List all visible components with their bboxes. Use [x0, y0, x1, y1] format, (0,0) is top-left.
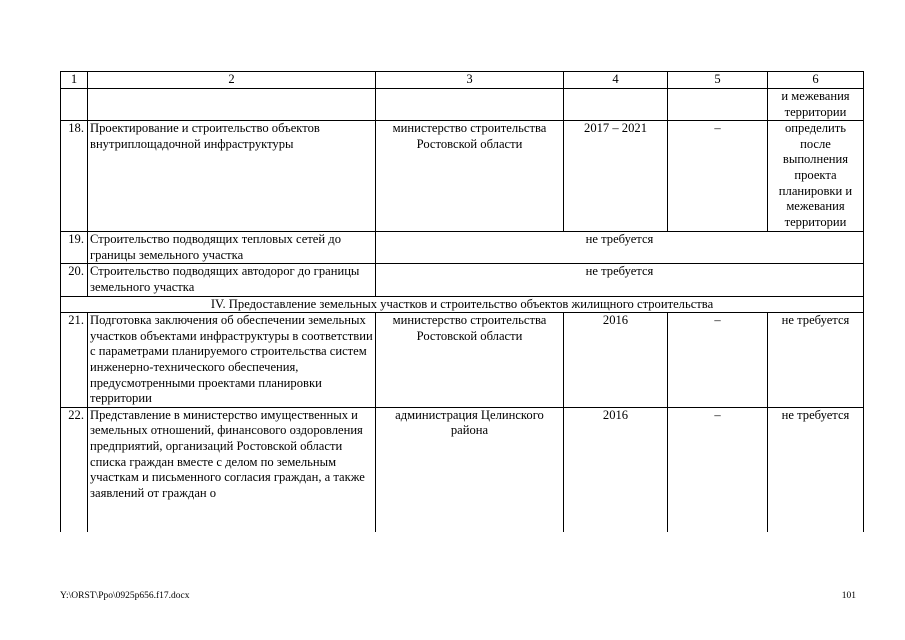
responsible-cell: министерство строительства Ростовской области — [376, 121, 564, 232]
table-row — [61, 264, 864, 296]
cost-cell: – — [668, 407, 768, 532]
cost-cell: – — [668, 313, 768, 408]
task-text: Представление в министерство имущественных и земельных отношений, финансового оздоровления предприятий, организаций Ростовской области списка граждан вместе с делом по земельным участкам и письменного согласия граждан, а также заявлений от граждан о — [90, 407, 365, 500]
header-row — [61, 72, 864, 89]
table-row — [61, 407, 864, 532]
note-cell: не требуется — [768, 313, 864, 408]
task-cell: Проектирование и строительство объектов внутриплощадочной инфраструктуры — [88, 121, 376, 232]
section-row — [61, 296, 864, 313]
table-row — [61, 89, 864, 121]
period-cell: 2016 — [564, 407, 668, 532]
note-cell: не требуется — [768, 407, 864, 532]
column-header: 3 — [376, 72, 564, 89]
row-number: 18. — [61, 121, 88, 232]
column-header: 1 — [61, 72, 88, 89]
measures-table — [60, 71, 864, 532]
table-cell: и межевания территории — [768, 89, 864, 121]
cost-cell: – — [668, 121, 768, 232]
section-title: IV. Предоставление земельных участков и строительство объектов жилищного строительства — [61, 296, 864, 313]
task-cell: Строительство подводящих автодорог до границы земельного участка — [88, 264, 376, 296]
table-cell — [564, 89, 668, 121]
table-row — [61, 232, 864, 264]
task-cell: Строительство подводящих тепловых сетей до границы земельного участка — [88, 232, 376, 264]
table-cell — [668, 89, 768, 121]
column-header: 2 — [88, 72, 376, 89]
task-cell — [88, 407, 376, 532]
period-cell: 2016 — [564, 313, 668, 408]
responsible-cell: администрация Целинского района — [376, 407, 564, 532]
merged-cell: не требуется — [376, 232, 864, 264]
column-header: 5 — [668, 72, 768, 89]
table-row — [61, 313, 864, 408]
column-header: 4 — [564, 72, 668, 89]
table-cell — [61, 89, 88, 121]
merged-cell: не требуется — [376, 264, 864, 296]
page-number: 101 — [841, 591, 856, 601]
period-cell: 2017 – 2021 — [564, 121, 668, 232]
responsible-cell: министерство строительства Ростовской области — [376, 313, 564, 408]
task-cell: Подготовка заключения об обеспечении земельных участков объектами инфраструктуры в соответствии с параметрами планируемого строительства систем инженерно-технического обеспечения, предусмотренными проектами планировки территории — [88, 313, 376, 408]
file-path: Y:\ORST\Ppo\0925p656.f17.docx — [60, 591, 190, 601]
note-cell: определить после выполнения проекта планировки и межевания территории — [768, 121, 864, 232]
row-number: 20. — [61, 264, 88, 296]
column-header: 6 — [768, 72, 864, 89]
table-cell — [376, 89, 564, 121]
table-row — [61, 121, 864, 232]
row-number: 19. — [61, 232, 88, 264]
table-cell — [88, 89, 376, 121]
row-number: 21. — [61, 313, 88, 408]
row-number: 22. — [61, 407, 88, 532]
